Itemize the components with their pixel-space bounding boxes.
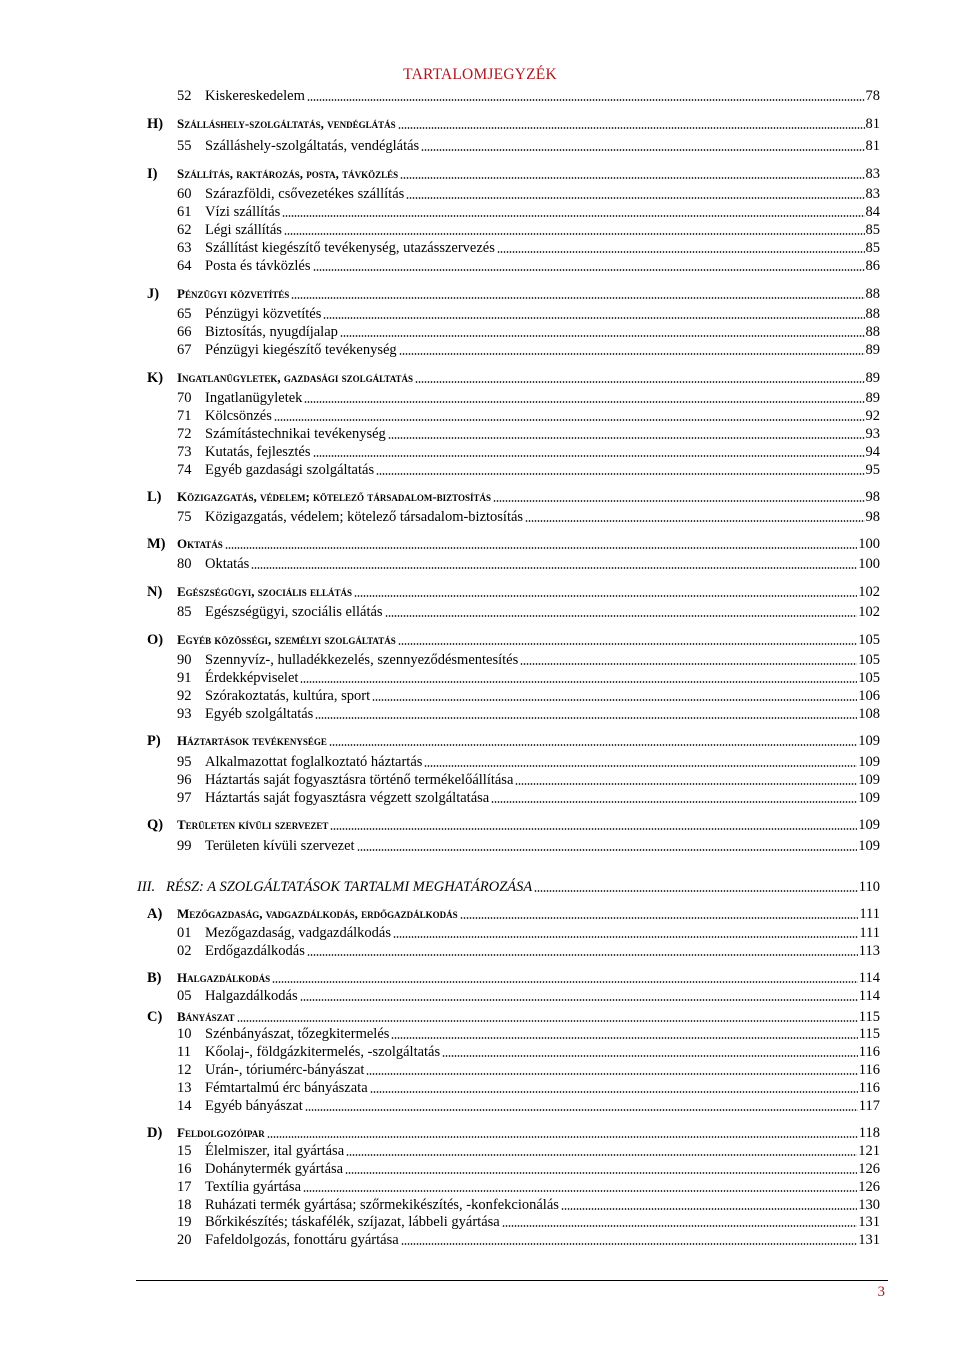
dot-leader (561, 1208, 857, 1210)
toc-entry-code: 73 (177, 444, 192, 460)
toc-entry-title: Közigazgatás, védelem; kötelező társadalom-biztosítás (205, 509, 524, 525)
toc-entry-title: Ingatlanügyletek, gazdasági szolgáltatás (177, 370, 414, 385)
dot-leader (357, 849, 858, 851)
dot-leader (354, 595, 857, 597)
toc-entry-page: 109 (858, 817, 880, 833)
toc-subentry (0, 1231, 960, 1249)
toc-entry-title: Élelmiszer, ital gyártása (205, 1143, 345, 1159)
toc-entry-page: 81 (865, 138, 880, 154)
toc-entry-title: Mezőgazdaság, vadgazdálkodás, erdőgazdálkodás (177, 906, 458, 921)
toc-entry-code: 63 (177, 240, 192, 256)
toc-entry-title: Kőolaj-, földgázkitermelés, -szolgáltatás (205, 1044, 441, 1060)
footer-rule (136, 1280, 888, 1281)
toc-entry-code: 18 (177, 1197, 192, 1213)
toc-entry-page: 116 (858, 1062, 880, 1078)
toc-section-heading (0, 488, 960, 506)
toc-entry-code: 64 (177, 258, 192, 274)
toc-subentry (0, 555, 960, 573)
toc-entry-code: 61 (177, 204, 192, 220)
toc-entry-page: 93 (865, 426, 880, 442)
toc-entry-code: 14 (177, 1098, 192, 1114)
toc-section-heading (0, 816, 960, 834)
toc-subentry (0, 987, 960, 1005)
toc-entry-title: Pénzügyi közvetítés (205, 306, 322, 322)
toc-subentry (0, 705, 960, 723)
toc-entry-page: 88 (865, 286, 880, 302)
dot-leader (272, 981, 858, 983)
toc-section-heading (0, 969, 960, 987)
dot-leader (313, 455, 865, 457)
toc-entry-page: 110 (858, 879, 880, 895)
toc-entry-code: 90 (177, 652, 192, 668)
toc-entry-page: 111 (859, 925, 880, 941)
toc-subentry (0, 669, 960, 687)
dot-leader (291, 297, 864, 299)
toc-entry-title: Urán-, tóriumérc-bányászat (205, 1062, 365, 1078)
dot-leader (307, 99, 865, 101)
toc-entry-code: 05 (177, 988, 192, 1004)
dot-leader (421, 149, 864, 151)
toc-subentry (0, 203, 960, 221)
toc-entry-code: 67 (177, 342, 192, 358)
toc-subentry (0, 1043, 960, 1061)
toc-entry-label: L) (147, 489, 162, 505)
toc-entry-page: 85 (865, 222, 880, 238)
dot-leader (515, 783, 857, 785)
toc-entry-title: Dohánytermék gyártása (205, 1161, 344, 1177)
toc-entry-title: Mezőgazdaság, vadgazdálkodás (205, 925, 392, 941)
toc-subentry (0, 1061, 960, 1079)
toc-subentry (0, 942, 960, 960)
toc-entry-title: Érdekképviselet (205, 670, 299, 686)
toc-subentry (0, 389, 960, 407)
toc-entry-code: 12 (177, 1062, 192, 1078)
toc-entry-title: Feldolgozóipar (177, 1125, 265, 1140)
toc-entry-title: Vízi szállítás (205, 204, 281, 220)
dot-leader (442, 1055, 858, 1057)
dot-leader (502, 1225, 858, 1227)
toc-entry-title: Szállítást kiegészítő tevékenység, utazásszervezés (205, 240, 495, 256)
toc-entry-page: 130 (858, 1197, 880, 1213)
dot-leader (388, 437, 865, 439)
toc-entry-page: 83 (865, 166, 880, 182)
toc-entry-title: Ingatlanügyletek (205, 390, 303, 406)
toc-entry-label: III. (137, 879, 156, 895)
dot-leader (305, 1109, 858, 1111)
toc-entry-page: 102 (858, 604, 880, 620)
dot-leader (391, 1037, 857, 1039)
toc-entry-page: 131 (858, 1214, 880, 1230)
dot-leader (385, 615, 858, 617)
toc-entry-title: Fafeldolgozás, fonottáru gyártása (205, 1232, 399, 1248)
toc-entry-page: 98 (865, 509, 880, 525)
toc-section-heading (0, 115, 960, 133)
dot-leader (372, 699, 857, 701)
dot-leader (406, 197, 864, 199)
toc-entry-title: Fémtartalmú érc bányászata (205, 1080, 368, 1096)
toc-entry-label: P) (147, 733, 161, 749)
toc-entry-page: 126 (858, 1161, 880, 1177)
toc-entry-title: Számítástechnikai tevékenység (205, 426, 386, 442)
toc-subentry (0, 508, 960, 526)
toc-section-heading (0, 583, 960, 601)
toc-subentry (0, 1097, 960, 1115)
toc-entry-label: C) (147, 1009, 163, 1025)
dot-leader (370, 1091, 858, 1093)
toc-entry-code: 11 (177, 1044, 191, 1060)
dot-leader (398, 127, 865, 129)
toc-entry-title: Textília gyártása (205, 1179, 302, 1195)
toc-entry-title: Kiskereskedelem (205, 88, 305, 104)
toc-subentry (0, 185, 960, 203)
dot-leader (460, 917, 859, 919)
toc-subentry (0, 461, 960, 479)
toc-section-heading (0, 732, 960, 750)
toc-section-heading (0, 369, 960, 387)
dot-leader (303, 1190, 857, 1192)
toc-entry-page: 109 (858, 754, 880, 770)
toc-entry-page: 100 (858, 556, 880, 572)
dot-leader (304, 401, 864, 403)
toc-entry-title: Háztartások tevékenysége (177, 733, 327, 748)
toc-subentry (0, 1213, 960, 1231)
toc-entry-code: 16 (177, 1161, 192, 1177)
dot-leader (313, 269, 865, 271)
toc-entry-page: 114 (858, 970, 880, 986)
toc-subentry (0, 753, 960, 771)
toc-subentry (0, 687, 960, 705)
toc-entry-title: Erdőgazdálkodás (205, 943, 305, 959)
toc-entry-page: 85 (865, 240, 880, 256)
toc-entry-page: 118 (858, 1125, 880, 1141)
toc-subentry (0, 407, 960, 425)
toc-entry-label: K) (147, 370, 164, 386)
toc-subentry (0, 257, 960, 275)
toc-section-heading (0, 1008, 960, 1026)
toc-entry-title: Szennyvíz-, hulladékkezelés, szennyeződésmentesítés (205, 652, 519, 668)
toc-entry-page: 98 (865, 489, 880, 505)
dot-leader (300, 999, 858, 1001)
toc-subentry (0, 651, 960, 669)
toc-entry-code: 52 (177, 88, 192, 104)
toc-entry-title: Posta és távközlés (205, 258, 311, 274)
toc-entry-page: 109 (858, 772, 880, 788)
toc-entry-title: Oktatás (205, 556, 250, 572)
toc-entry-code: 93 (177, 706, 192, 722)
toc-subentry (0, 1196, 960, 1214)
toc-subentry (0, 221, 960, 239)
toc-entry-page: 117 (858, 1098, 880, 1114)
toc-entry-code: 65 (177, 306, 192, 322)
toc-entry-page: 83 (865, 186, 880, 202)
toc-subentry (0, 789, 960, 807)
toc-entry-page: 89 (865, 370, 880, 386)
toc-entry-label: D) (147, 1125, 163, 1141)
toc-subentry (0, 837, 960, 855)
toc-entry-code: 20 (177, 1232, 192, 1248)
toc-subentry (0, 924, 960, 942)
toc-entry-code: 80 (177, 556, 192, 572)
toc-entry-page: 105 (858, 652, 880, 668)
toc-entry-page: 115 (858, 1026, 880, 1042)
toc-entry-code: 01 (177, 925, 192, 941)
toc-entry-page: 95 (865, 462, 880, 478)
toc-entry-title: Pénzügyi kiegészítő tevékenység (205, 342, 397, 358)
toc-entry-title: Egészségügyi, szociális ellátás (177, 584, 352, 599)
toc-section-heading (0, 631, 960, 649)
toc-entry-code: 92 (177, 688, 192, 704)
page-number: 3 (877, 1284, 885, 1300)
toc-entry-title: Egyéb bányászat (205, 1098, 303, 1114)
toc-entry-code: 85 (177, 604, 192, 620)
toc-entry-code: 75 (177, 509, 192, 525)
toc-entry-label: B) (147, 970, 162, 986)
toc-section-heading (0, 1124, 960, 1142)
toc-entry-page: 126 (858, 1179, 880, 1195)
toc-entry-page: 109 (858, 790, 880, 806)
toc-entry-title: Pénzügyi közvetítés (177, 286, 290, 301)
toc-entry-code: 66 (177, 324, 192, 340)
toc-entry-code: 71 (177, 408, 192, 424)
toc-entry-page: 88 (865, 324, 880, 340)
toc-entry-title: Szénbányászat, tőzegkitermelés (205, 1026, 390, 1042)
toc-entry-page: 81 (865, 116, 880, 132)
toc-entry-page: 114 (858, 988, 880, 1004)
toc-entry-code: 15 (177, 1143, 192, 1159)
toc-subentry (0, 137, 960, 155)
toc-entry-title: Szállítás, raktározás, posta, távközlés (177, 166, 399, 181)
toc-entry-code: 62 (177, 222, 192, 238)
toc-entry-page: 89 (865, 342, 880, 358)
toc-subentry (0, 1079, 960, 1097)
dot-leader (415, 381, 864, 383)
toc-entry-label: H) (147, 116, 164, 132)
toc-entry-code: 96 (177, 772, 192, 788)
toc-subentry (0, 1160, 960, 1178)
toc-entry-page: 109 (858, 838, 880, 854)
toc-entry-title: Bőrkikészítés; táskafélék, szíjazat, lábbeli gyártása (205, 1214, 500, 1230)
dot-leader (315, 717, 857, 719)
toc-entry-label: A) (147, 906, 163, 922)
toc-entry-title: Halgazdálkodás (177, 970, 271, 985)
toc-entry-title: Bányászat (177, 1009, 235, 1024)
toc-entry-code: 70 (177, 390, 192, 406)
toc-entry-title: Szórakoztatás, kultúra, sport (205, 688, 371, 704)
toc-section-heading (0, 165, 960, 183)
dot-leader (346, 1154, 857, 1156)
toc-entry-page: 116 (858, 1044, 880, 1060)
dot-leader (274, 419, 865, 421)
toc-entry-code: 10 (177, 1026, 192, 1042)
toc-entry-code: 99 (177, 838, 192, 854)
toc-subentry (0, 443, 960, 461)
dot-leader (329, 744, 857, 746)
toc-entry-title: Kölcsönzés (205, 408, 272, 424)
dot-leader (323, 317, 864, 319)
toc-entry-title: Háztartás saját fogyasztásra történő termékelőállítása (205, 772, 514, 788)
toc-entry-title: Szálláshely-szolgáltatás, vendéglátás (205, 138, 420, 154)
dot-leader (525, 520, 864, 522)
toc-entry-code: 97 (177, 790, 192, 806)
toc-entry-code: 95 (177, 754, 192, 770)
toc-entry-page: 116 (858, 1080, 880, 1096)
toc-entry-page: 113 (858, 943, 880, 959)
dot-leader (520, 663, 857, 665)
dot-leader (400, 177, 864, 179)
dot-leader (398, 643, 858, 645)
toc-entry-title: Alkalmazottat foglalkoztató háztartás (205, 754, 423, 770)
toc-entry-page: 102 (858, 584, 880, 600)
dot-leader (399, 353, 865, 355)
toc-entry-title: Oktatás (177, 536, 223, 551)
toc-entry-page: 105 (858, 632, 880, 648)
toc-subentry (0, 323, 960, 341)
toc-section-heading (0, 905, 960, 923)
toc-entry-label: O) (147, 632, 164, 648)
toc-entry-page: 115 (858, 1009, 880, 1025)
dot-leader (300, 681, 857, 683)
toc-entry-code: 91 (177, 670, 192, 686)
toc-subentry (0, 1178, 960, 1196)
dot-leader (284, 233, 865, 235)
toc-entry-title: Szárazföldi, csővezetékes szállítás (205, 186, 405, 202)
toc-entry-code: 72 (177, 426, 192, 442)
dot-leader (401, 1243, 858, 1245)
toc-entry-label: M) (147, 536, 166, 552)
dot-leader (497, 251, 865, 253)
toc-entry-page: 108 (858, 706, 880, 722)
toc-section-heading (0, 535, 960, 553)
toc-entry-title: Kutatás, fejlesztés (205, 444, 311, 460)
toc-entry-page: 100 (858, 536, 880, 552)
dot-leader (282, 215, 864, 217)
toc-entry-title: Háztartás saját fogyasztásra végzett szolgáltatása (205, 790, 490, 806)
dot-leader (330, 828, 857, 830)
toc-entry-page: 78 (865, 88, 880, 104)
dot-leader (225, 547, 857, 549)
toc-part-heading (0, 878, 960, 896)
toc-entry-page: 111 (859, 906, 880, 922)
dot-leader (493, 500, 864, 502)
toc-subentry (0, 305, 960, 323)
dot-leader (251, 567, 857, 569)
dot-leader (534, 890, 858, 892)
toc-entry-title: Egyéb gazdasági szolgáltatás (205, 462, 375, 478)
toc-subentry (0, 1142, 960, 1160)
toc-entry-page: 84 (865, 204, 880, 220)
toc-subentry (0, 87, 960, 105)
toc-entry-code: 13 (177, 1080, 192, 1096)
toc-entry-code: 19 (177, 1214, 192, 1230)
toc-subentry (0, 771, 960, 789)
toc-entry-code: 60 (177, 186, 192, 202)
toc-subentry (0, 341, 960, 359)
toc-entry-page: 88 (865, 306, 880, 322)
toc-section-heading (0, 285, 960, 303)
toc-entry-title: Halgazdálkodás (205, 988, 298, 1004)
toc-entry-code: 02 (177, 943, 192, 959)
toc-subentry (0, 239, 960, 257)
toc-entry-label: N) (147, 584, 163, 600)
dot-leader (307, 954, 858, 956)
dot-leader (267, 1136, 858, 1138)
toc-entry-title: Szálláshely-szolgáltatás, vendéglátás (177, 116, 396, 131)
toc-entry-title: Ruházati termék gyártása; szőrmekikészítés, -konfekcionálás (205, 1197, 559, 1213)
toc-entry-page: 121 (858, 1143, 880, 1159)
toc-entry-title: Közigazgatás, védelem; kötelező társadalom-biztosítás (177, 489, 492, 504)
dot-leader (491, 801, 857, 803)
toc-entry-page: 131 (858, 1232, 880, 1248)
toc-entry-title: Egészségügyi, szociális ellátás (205, 604, 383, 620)
toc-entry-title: Területen kívüli szervezet (177, 817, 329, 832)
dot-leader (237, 1020, 858, 1022)
dot-leader (393, 936, 858, 938)
toc-entry-title: Egyéb közösségi, személyi szolgáltatás (177, 632, 396, 647)
toc-subentry (0, 1025, 960, 1043)
toc-entry-title: RÉSZ: A SZOLGÁLTATÁSOK TARTALMI MEGHATÁROZÁSA (166, 879, 533, 895)
toc-entry-code: 55 (177, 138, 192, 154)
toc-entry-title: Területen kívüli szervezet (205, 838, 355, 854)
dot-leader (345, 1172, 857, 1174)
toc-entry-page: 89 (865, 390, 880, 406)
dot-leader (366, 1073, 857, 1075)
toc-entry-page: 94 (865, 444, 880, 460)
dot-leader (424, 765, 857, 767)
toc-entry-page: 86 (865, 258, 880, 274)
toc-entry-page: 106 (858, 688, 880, 704)
toc-entry-page: 105 (858, 670, 880, 686)
toc-entry-label: Q) (147, 817, 164, 833)
toc-entry-page: 109 (858, 733, 880, 749)
toc-entry-code: 17 (177, 1179, 192, 1195)
dot-leader (340, 335, 865, 337)
dot-leader (376, 473, 864, 475)
toc-subentry (0, 425, 960, 443)
toc-entry-label: J) (147, 286, 160, 302)
toc-entry-title: Biztosítás, nyugdíjalap (205, 324, 338, 340)
toc-entry-page: 92 (865, 408, 880, 424)
toc-entry-title: Egyéb szolgáltatás (205, 706, 314, 722)
toc-entry-code: 74 (177, 462, 192, 478)
toc-entry-title: Légi szállítás (205, 222, 282, 238)
toc-subentry (0, 603, 960, 621)
toc-entry-label: I) (147, 166, 158, 182)
page-header-title: TARTALOMJEGYZÉK (403, 66, 557, 83)
